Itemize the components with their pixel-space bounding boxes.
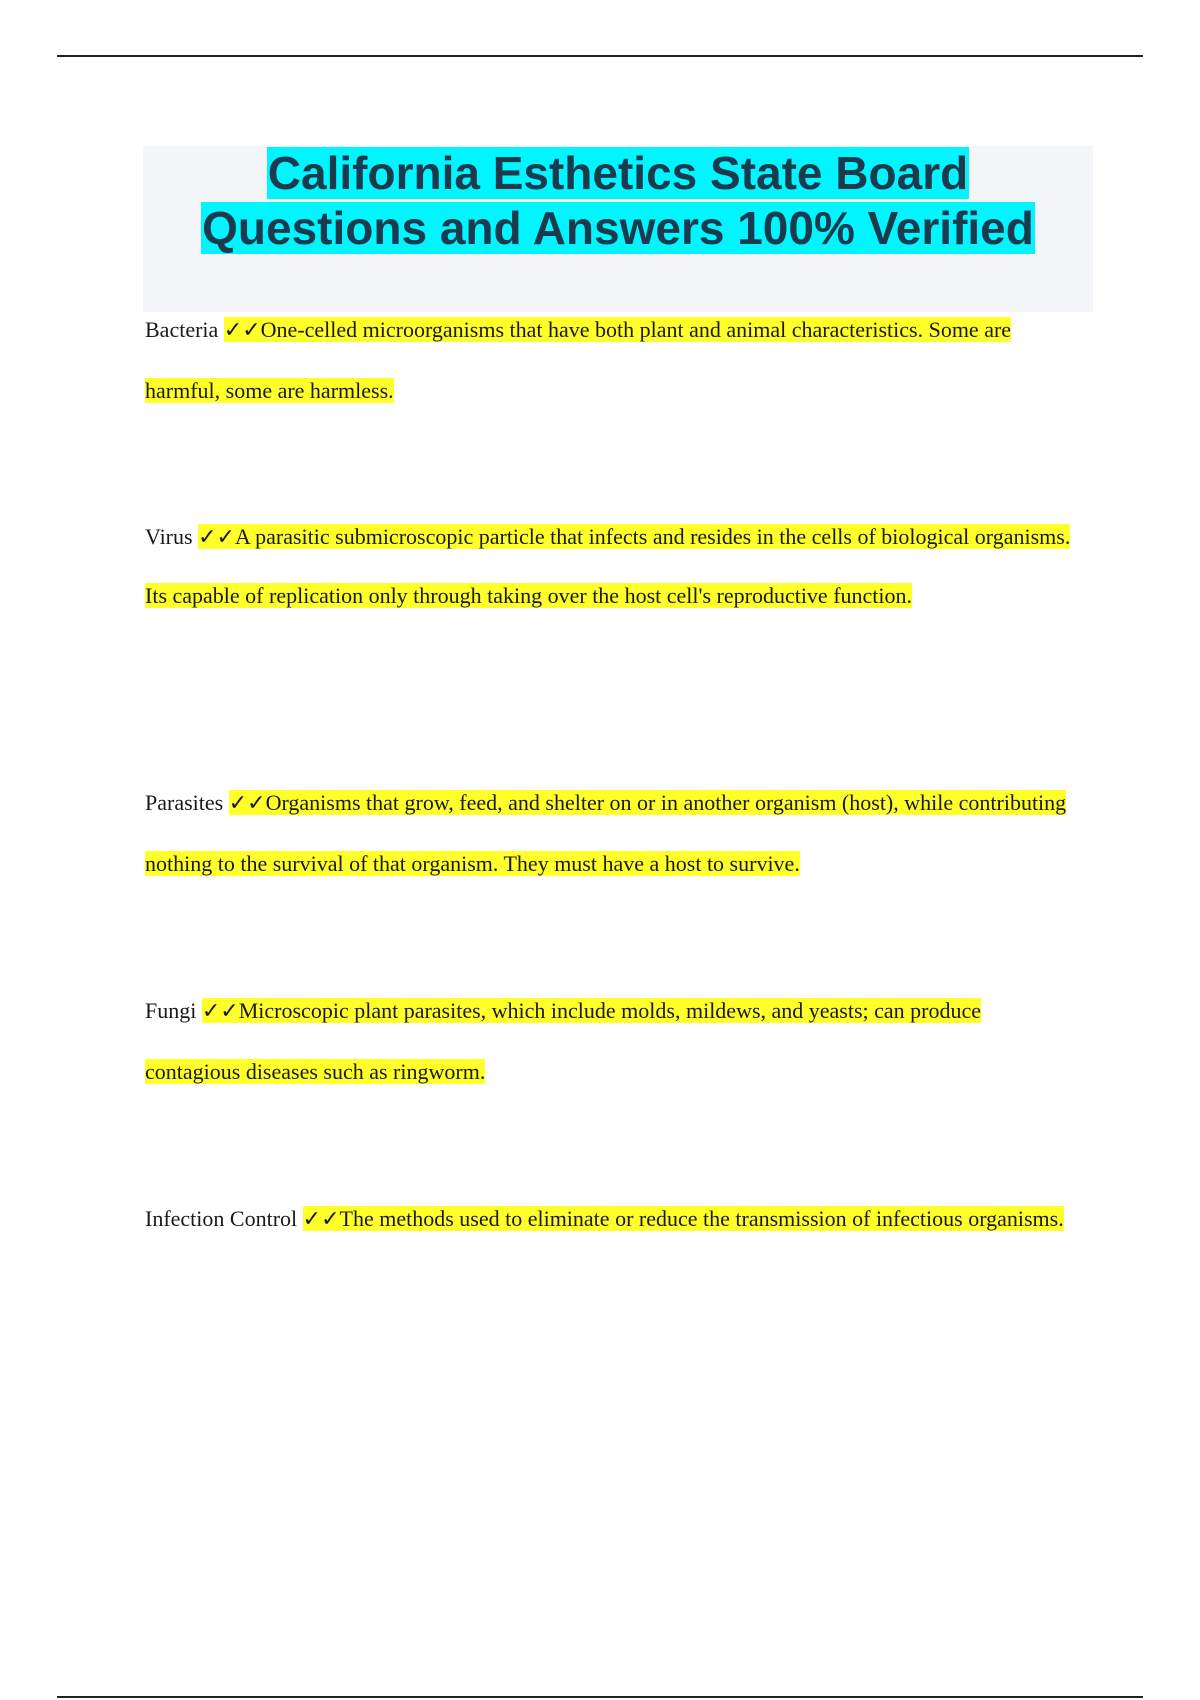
qa-entry-infection-control bbox=[145, 1189, 1064, 1250]
qa-entry-bacteria bbox=[145, 300, 1075, 421]
double-check-icon: ✓✓ bbox=[302, 1207, 340, 1232]
definition: One-celled microorganisms that have both plant and animal characteristics. Some are harmful, some are harmless. bbox=[145, 317, 1012, 403]
bottom-rule bbox=[57, 1696, 1143, 1698]
double-check-icon: ✓✓ bbox=[228, 791, 266, 816]
term: Fungi bbox=[145, 998, 197, 1023]
top-rule bbox=[57, 55, 1143, 57]
definition: A parasitic submicroscopic particle that infects and resides in the cells of biological organisms. Its capable of replication only through taking over the host cell's reproductive function. bbox=[145, 524, 1071, 608]
qa-entry-virus bbox=[145, 508, 1075, 625]
title-line-1: California Esthetics State Board bbox=[267, 147, 969, 199]
definition: Organisms that grow, feed, and shelter on or in another organism (host), while contributing nothing to the survival of that organism. They must have a host to survive. bbox=[145, 790, 1067, 876]
double-check-icon: ✓✓ bbox=[201, 999, 239, 1024]
term: Parasites bbox=[145, 790, 224, 815]
definition: The methods used to eliminate or reduce the transmission of infectious organisms. bbox=[339, 1206, 1064, 1231]
double-check-icon: ✓✓ bbox=[223, 318, 261, 343]
term: Infection Control bbox=[145, 1206, 298, 1231]
term: Virus bbox=[145, 524, 193, 549]
qa-entry-parasites bbox=[145, 773, 1075, 894]
title-line-2: Questions and Answers 100% Verified bbox=[202, 202, 1034, 254]
double-check-icon: ✓✓ bbox=[198, 525, 235, 550]
document-title bbox=[143, 146, 1093, 256]
qa-entry-fungi bbox=[145, 981, 1075, 1102]
term: Bacteria bbox=[145, 317, 219, 342]
definition: Microscopic plant parasites, which include molds, mildews, and yeasts; can produce contagious diseases such as ringworm. bbox=[145, 998, 982, 1084]
title-block bbox=[143, 146, 1093, 312]
